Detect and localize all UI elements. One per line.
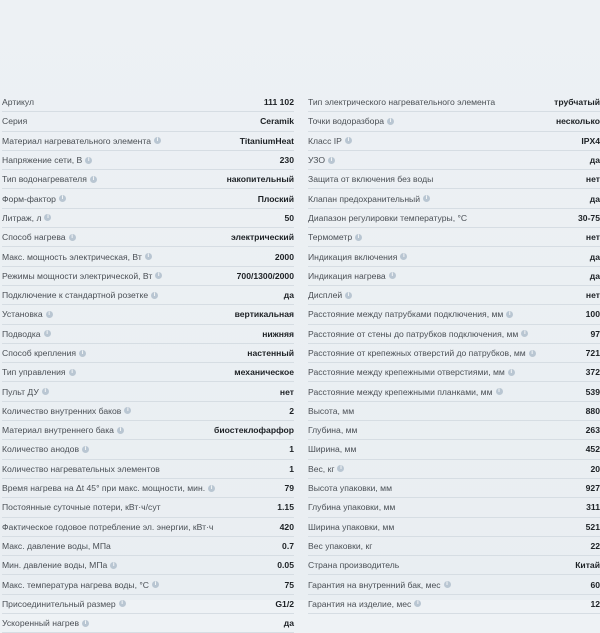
spec-row (2, 421, 294, 440)
spec-label-text: Расстояние от стены до патрубков подключения, мм (308, 328, 519, 339)
spec-label-text: Присоединительный размер (2, 598, 116, 609)
spec-value: настенный (247, 348, 294, 358)
spec-value: да (283, 290, 294, 301)
spec-label-text: Подключение к стандартной розетке (2, 290, 149, 301)
spec-label (2, 232, 76, 242)
spec-row (2, 556, 294, 575)
spec-row (2, 305, 294, 324)
spec-label (2, 329, 51, 339)
info-icon[interactable]: i (145, 253, 152, 260)
spec-label-text: Ускоренный нагрев (2, 618, 80, 629)
spec-column-right (300, 93, 600, 633)
spec-label (2, 580, 159, 590)
spec-value: IPX4 (581, 135, 600, 146)
spec-row (2, 479, 294, 498)
spec-row (2, 498, 294, 517)
spec-label-text: Дисплей (308, 290, 343, 301)
spec-value: да (283, 618, 294, 629)
spec-value: 75 (284, 579, 294, 590)
spec-label-text: Количество внутренних баков (2, 405, 122, 416)
spec-label (308, 329, 528, 339)
spec-row (308, 151, 600, 170)
spec-value: 700/1300/2000 (236, 270, 294, 281)
spec-label-text: Высота упаковки, мм (308, 483, 392, 494)
spec-label-text: Расстояние между крепежными планками, мм (308, 386, 493, 397)
spec-value: да (589, 270, 600, 281)
spec-row (308, 537, 600, 556)
info-icon[interactable]: i (151, 292, 158, 299)
spec-label-text: Диапазон регулировки температуры, °С (308, 212, 468, 223)
spec-label-text: Тип электрического нагревательного элемента (308, 97, 496, 108)
info-icon[interactable]: i (85, 157, 92, 164)
spec-value: 50 (284, 212, 294, 223)
spec-value: 1 (289, 444, 294, 455)
spec-label (2, 116, 27, 126)
spec-label (308, 136, 352, 146)
spec-label (2, 618, 89, 628)
info-icon[interactable]: i (44, 214, 51, 221)
spec-row (2, 382, 294, 401)
spec-value: 721 (585, 348, 600, 358)
spec-label-text: Количество нагревательных элементов (2, 463, 160, 474)
spec-value: 1.15 (277, 502, 294, 513)
info-icon[interactable]: i (328, 157, 335, 164)
info-icon[interactable]: i (154, 137, 161, 144)
spec-value: нет (279, 386, 294, 397)
spec-value: 372 (585, 367, 600, 378)
spec-value: 521 (585, 521, 600, 532)
spec-label (2, 425, 124, 435)
spec-label-text: Установка (2, 309, 43, 320)
spec-row (308, 518, 600, 537)
spec-row (2, 440, 294, 459)
spec-label-text: Клапан предохранительный (308, 193, 421, 204)
spec-label-text: Серия (2, 116, 28, 127)
spec-label-text: Глубина упаковки, мм (308, 502, 396, 513)
spec-label-text: Расстояние между крепежными отверстиями, мм (308, 367, 505, 378)
info-icon[interactable]: i (42, 388, 49, 395)
spec-label (2, 483, 215, 493)
spec-value: 927 (585, 483, 600, 494)
spec-label-text: Артикул (2, 97, 35, 108)
spec-label-text: Материал нагревательного элемента (2, 135, 152, 146)
spec-row (308, 267, 600, 286)
spec-label (2, 541, 111, 551)
info-icon[interactable]: i (400, 253, 407, 260)
spec-row (2, 228, 294, 247)
info-icon[interactable]: i (117, 427, 124, 434)
spec-label (308, 174, 433, 184)
spec-value: да (589, 251, 600, 262)
info-icon[interactable]: i (423, 195, 430, 202)
spec-row (308, 325, 600, 344)
spec-label-text: Подводка (2, 328, 41, 339)
spec-label (308, 213, 467, 223)
spec-row (2, 402, 294, 421)
spec-row (308, 112, 600, 131)
spec-row (308, 209, 600, 228)
spec-label-text: Тип водонагревателя (2, 174, 87, 185)
spec-label (2, 194, 66, 204)
spec-value: электрический (230, 232, 294, 243)
spec-label-text: Гарантия на изделие, мес (308, 598, 412, 609)
spec-row (2, 575, 294, 594)
spec-row (308, 595, 600, 614)
info-icon[interactable]: i (337, 465, 344, 472)
spec-row (2, 518, 294, 537)
spec-label (308, 522, 394, 532)
spec-label (2, 309, 53, 319)
spec-value: Китай (575, 560, 600, 571)
spec-row (2, 595, 294, 614)
spec-label (308, 599, 421, 609)
spec-row (2, 325, 294, 344)
spec-label (2, 348, 86, 358)
spec-row (308, 363, 600, 382)
spec-label-text: Индикация включения (308, 251, 398, 262)
spec-label (308, 464, 344, 474)
spec-value: нет (585, 290, 600, 301)
spec-value: вертикальная (234, 309, 294, 320)
spec-label-text: Термометр (308, 232, 353, 243)
spec-value: 2 (289, 405, 294, 416)
spec-label-text: Форм-фактор (2, 193, 56, 204)
spec-label (308, 425, 357, 435)
spec-row (308, 575, 600, 594)
spec-value: да (589, 155, 600, 166)
spec-value: 539 (585, 386, 600, 397)
spec-row (2, 344, 294, 363)
spec-value: 30-75 (578, 212, 600, 223)
spec-value: Плоский (257, 193, 294, 204)
spec-value: 60 (590, 579, 600, 590)
spec-row (2, 132, 294, 151)
spec-label (2, 174, 97, 184)
info-icon[interactable]: i (44, 330, 51, 337)
spec-row (308, 170, 600, 189)
spec-label (308, 194, 430, 204)
spec-label-text: Материал внутреннего бака (2, 425, 114, 436)
info-icon[interactable]: i (82, 620, 89, 627)
spec-value: нет (585, 174, 600, 185)
spec-value: накопительный (226, 174, 294, 185)
info-icon[interactable]: i (69, 369, 76, 376)
info-icon[interactable]: i (152, 581, 159, 588)
spec-row (308, 460, 600, 479)
spec-label (2, 271, 162, 281)
spec-label (308, 116, 394, 126)
spec-value: Ceramik (260, 116, 294, 127)
spec-label (2, 599, 126, 609)
spec-label-text: Вес, кг (308, 463, 335, 474)
spec-label-text: Ширина, мм (308, 444, 357, 455)
spec-row (2, 93, 294, 112)
spec-row (308, 382, 600, 401)
spec-label-text: Пульт ДУ (2, 386, 39, 397)
spec-row (2, 614, 294, 633)
info-icon[interactable]: i (355, 234, 362, 241)
info-icon[interactable]: i (155, 272, 162, 279)
spec-value: 97 (590, 328, 600, 339)
spec-value: G1/2 (275, 598, 294, 609)
spec-label (2, 136, 161, 146)
spec-label (2, 213, 51, 223)
spec-label (308, 560, 399, 570)
spec-column-left (0, 93, 300, 633)
info-icon[interactable]: i (389, 272, 396, 279)
spec-label (2, 560, 117, 570)
spec-label (2, 406, 131, 416)
spec-label (2, 502, 161, 512)
spec-row (2, 112, 294, 131)
spec-value: 20 (590, 463, 600, 474)
spec-value: 1 (289, 463, 294, 474)
spec-label-text: Режимы мощности электрической, Вт (2, 270, 153, 281)
spec-row (308, 440, 600, 459)
spec-value: 2000 (274, 251, 294, 262)
spec-row (308, 421, 600, 440)
spec-label-text: Точки водоразбора (308, 116, 385, 127)
spec-value: 12 (590, 598, 600, 609)
spec-label-text: Страна производитель (308, 560, 400, 571)
spec-label-text: Макс. мощность электрическая, Вт (2, 251, 142, 262)
info-icon[interactable]: i (119, 600, 126, 607)
info-icon[interactable]: i (46, 311, 53, 318)
spec-label (308, 406, 354, 416)
spec-label (308, 97, 495, 107)
info-icon[interactable]: i (208, 485, 215, 492)
spec-row (2, 537, 294, 556)
info-icon[interactable]: i (82, 446, 89, 453)
spec-value: 79 (284, 483, 294, 494)
spec-label (308, 541, 372, 551)
info-icon[interactable]: i (444, 581, 451, 588)
spec-label (2, 444, 89, 454)
spec-value: биостеклофарфор (214, 425, 294, 436)
spec-label (308, 155, 335, 165)
spec-value: 111 102 (263, 97, 294, 108)
spec-label-text: Вес упаковки, кг (308, 540, 373, 551)
spec-value: 0.7 (282, 540, 294, 551)
spec-label-text: Литраж, л (2, 212, 42, 223)
spec-value: 0.05 (277, 560, 294, 571)
info-icon[interactable]: i (496, 388, 503, 395)
info-icon[interactable]: i (110, 562, 117, 569)
spec-value: да (589, 193, 600, 204)
spec-label (308, 502, 395, 512)
spec-value: 880 (585, 405, 600, 416)
spec-label-text: Расстояние от крепежных отверстий до патрубков, мм (308, 348, 526, 358)
spec-row (308, 344, 600, 363)
info-icon[interactable]: i (387, 118, 394, 125)
spec-row (2, 170, 294, 189)
spec-label (2, 387, 49, 397)
spec-label-text: Время нагрева на Δt 45° при макс. мощности, мин. (2, 483, 206, 494)
spec-label-text: Индикация нагрева (308, 270, 386, 281)
spec-label-text: Способ нагрева (2, 232, 66, 243)
spec-value: 22 (590, 540, 600, 551)
spec-label (308, 232, 362, 242)
spec-value: трубчатый (554, 97, 600, 108)
info-icon[interactable]: i (59, 195, 66, 202)
info-icon[interactable]: i (529, 350, 536, 357)
spec-value: 100 (585, 309, 600, 320)
spec-row (308, 479, 600, 498)
spec-label-text: Способ крепления (2, 348, 77, 358)
spec-label (2, 464, 160, 474)
info-icon[interactable]: i (521, 330, 528, 337)
spec-label-text: Расстояние между патрубками подключения, мм (308, 309, 504, 320)
spec-label-text: Макс. давление воды, МПа (2, 540, 111, 551)
spec-row (2, 151, 294, 170)
spec-row (2, 286, 294, 305)
info-icon[interactable]: i (124, 407, 131, 414)
spec-row (2, 460, 294, 479)
spec-row (308, 228, 600, 247)
spec-label (2, 367, 76, 377)
spec-row (2, 189, 294, 208)
spec-label (308, 271, 396, 281)
spec-label-text: Количество анодов (2, 444, 80, 455)
spec-label (2, 522, 213, 532)
info-icon[interactable]: i (90, 176, 97, 183)
spec-label (308, 483, 392, 493)
spec-row (308, 247, 600, 266)
spec-row (308, 286, 600, 305)
spec-label (2, 252, 152, 262)
spec-row (2, 209, 294, 228)
spec-label (308, 387, 503, 397)
spec-label (308, 580, 451, 590)
spec-value: нижняя (262, 328, 294, 339)
spec-table (0, 93, 600, 633)
info-icon[interactable]: i (506, 311, 513, 318)
spec-row (2, 267, 294, 286)
info-icon[interactable]: i (345, 137, 352, 144)
spec-row (308, 402, 600, 421)
spec-label-text: Защита от включения без воды (308, 174, 434, 185)
info-icon[interactable]: i (508, 369, 515, 376)
spec-label (308, 348, 536, 358)
spec-label (308, 367, 515, 377)
spec-label-text: Гарантия на внутренний бак, мес (308, 579, 441, 590)
spec-row (2, 247, 294, 266)
info-icon[interactable]: i (69, 234, 76, 241)
spec-label-text: Постоянные суточные потери, кВт·ч/сут (2, 502, 161, 513)
spec-label-text: Тип управления (2, 367, 66, 378)
spec-value: 311 (586, 502, 600, 513)
spec-value: нет (585, 232, 600, 243)
spec-value: 452 (585, 444, 600, 455)
spec-label (2, 97, 34, 107)
spec-value: механическое (234, 367, 294, 378)
spec-row (308, 498, 600, 517)
spec-value: 263 (585, 425, 600, 436)
spec-label (2, 290, 158, 300)
spec-value: 420 (279, 521, 294, 532)
spec-label-text: Мин. давление воды, МПа (2, 560, 108, 571)
spec-row (308, 93, 600, 112)
spec-label (308, 290, 352, 300)
spec-label-text: Высота, мм (308, 405, 355, 416)
spec-label-text: Глубина, мм (308, 425, 358, 436)
spec-label-text: УЗО (308, 155, 326, 166)
spec-row (308, 132, 600, 151)
spec-row (308, 189, 600, 208)
spec-label-text: Класс IP (308, 135, 342, 146)
spec-label-text: Фактическое годовое потребление эл. энергии, кВт·ч (2, 521, 214, 532)
spec-label-text: Макс. температура нагрева воды, °С (2, 579, 149, 590)
spec-label (308, 309, 513, 319)
spec-label (308, 444, 356, 454)
info-icon[interactable]: i (79, 350, 86, 357)
info-icon[interactable]: i (345, 292, 352, 299)
spec-value: несколько (555, 116, 600, 127)
spec-label-text: Напряжение сети, В (2, 155, 83, 166)
spec-value: TitaniumHeat (239, 135, 294, 146)
spec-row (2, 363, 294, 382)
spec-value: 230 (279, 155, 294, 166)
info-icon[interactable]: i (414, 600, 421, 607)
spec-row (308, 556, 600, 575)
spec-label (308, 252, 407, 262)
spec-row (308, 305, 600, 324)
spec-label-text: Ширина упаковки, мм (308, 521, 395, 532)
spec-label (2, 155, 92, 165)
